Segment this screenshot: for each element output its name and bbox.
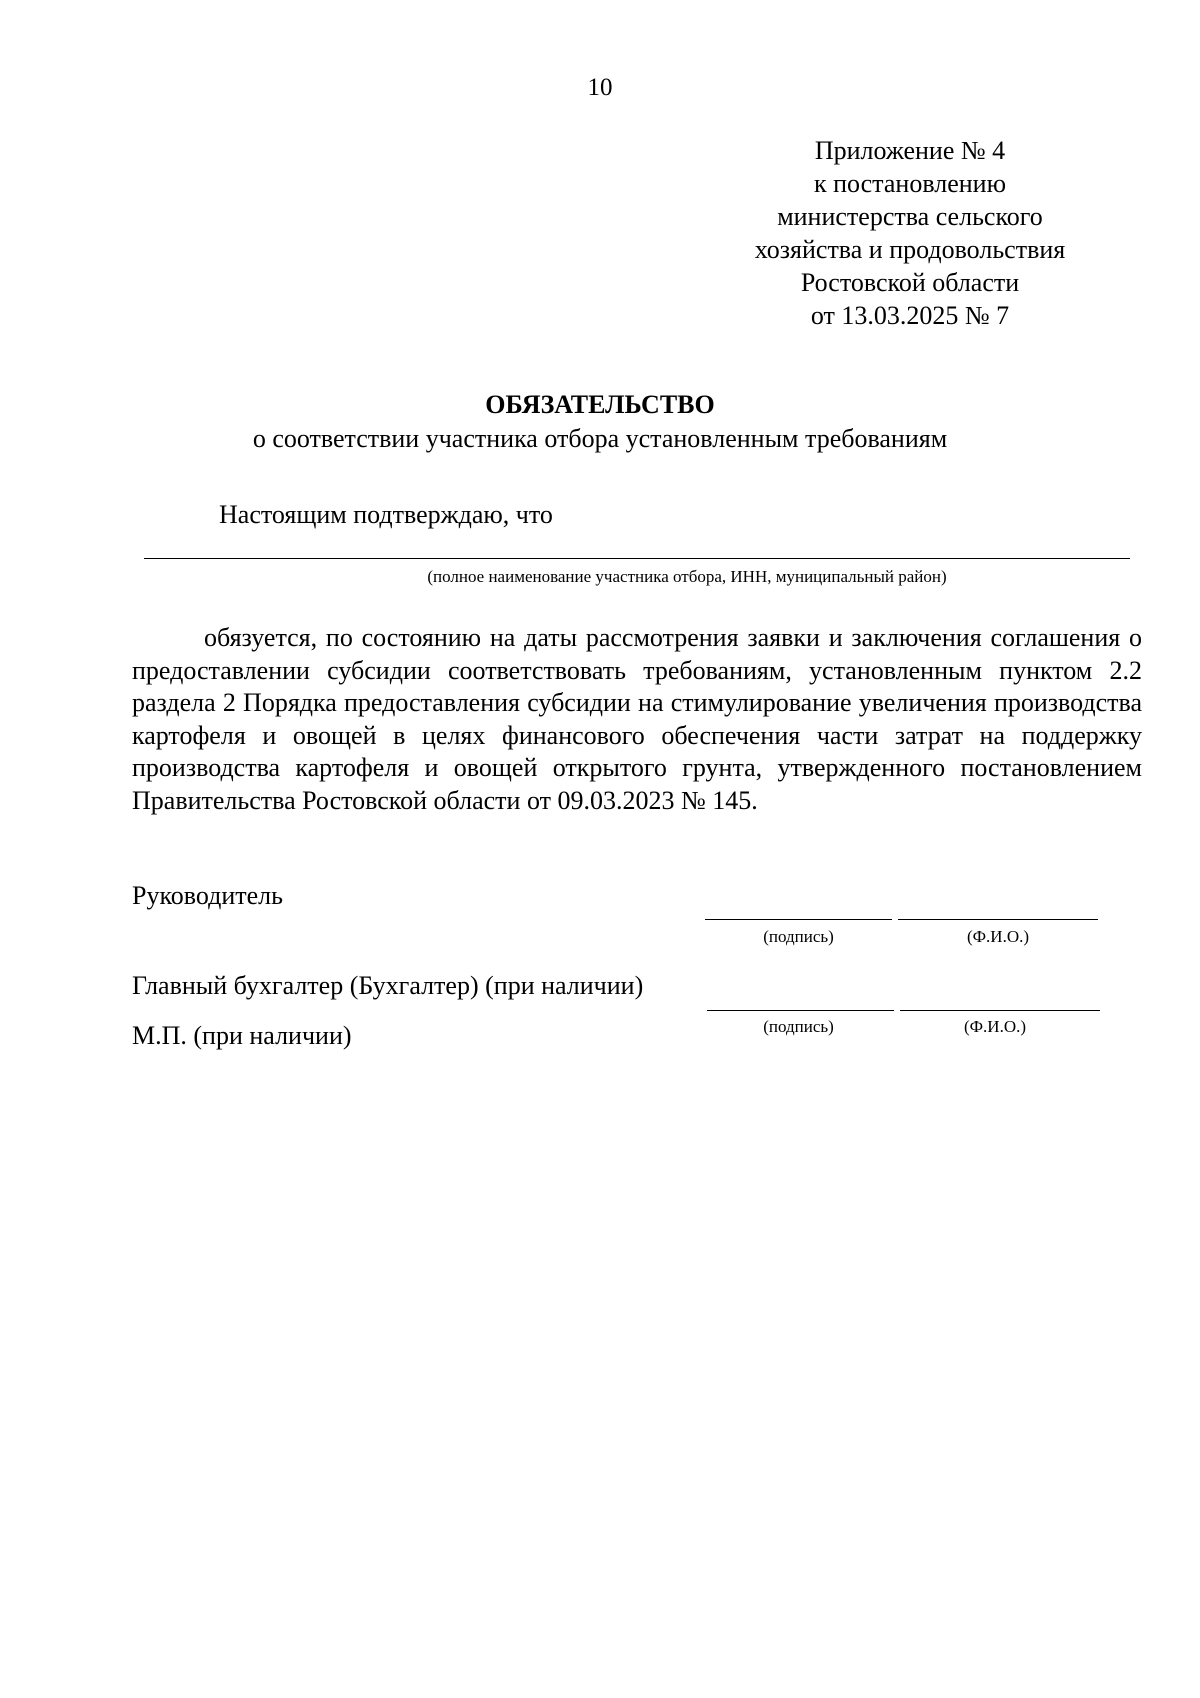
page-number: 10 (587, 74, 613, 101)
accountant-name-line (900, 1010, 1100, 1011)
appendix-line: министерства сельского (777, 202, 1043, 231)
participant-name-line (144, 558, 1130, 559)
confirm-text: Настоящим подтверждаю, что (219, 500, 553, 529)
document-title: ОБЯЗАТЕЛЬСТВО (485, 390, 715, 419)
accountant-name-caption: (Ф.И.О.) (963, 1017, 1027, 1036)
obligation-paragraph: обязуется, по состоянию на даты рассмотрения заявки и заключения соглашения о предоставлении субсидии соответствовать требованиям, установленным пунктом 2.2 раздела 2 Порядка предоставления субсидии на стимулирование увеличения производства картофеля и овощей в целях финансового обеспечения части затрат на поддержку производства картофеля и овощей открытого грунта, утвержденного постановлением Правительства Ростовской области от 09.03.2023 № 145. (132, 623, 1142, 815)
obligation-body (132, 622, 1142, 817)
appendix-line: от 13.03.2025 № 7 (810, 301, 1010, 330)
accountant-label: Главный бухгалтер (Бухгалтер) (при наличии) (132, 971, 644, 1000)
participant-name-caption-text: (полное наименование участника отбора, ИНН, муниципальный район) (427, 567, 947, 586)
accountant-signature-line (707, 1010, 894, 1011)
appendix-line: к постановлению (813, 169, 1007, 198)
head-name-line (898, 919, 1098, 920)
head-label: Руководитель (132, 881, 283, 910)
appendix-line: Приложение № 4 (814, 136, 1006, 165)
head-name-caption: (Ф.И.О.) (966, 927, 1030, 946)
head-signature-caption: (подпись) (763, 927, 834, 946)
appendix-line: хозяйства и продовольствия (754, 235, 1066, 264)
stamp-label: М.П. (при наличии) (132, 1021, 352, 1050)
appendix-line: Ростовской области (800, 268, 1020, 297)
appendix-block (720, 134, 1100, 332)
accountant-signature-caption: (подпись) (763, 1017, 834, 1036)
document-subtitle: о соответствии участника отбора установленным требованиям (252, 424, 948, 453)
head-signature-line (705, 919, 892, 920)
participant-name-caption (144, 568, 1130, 585)
